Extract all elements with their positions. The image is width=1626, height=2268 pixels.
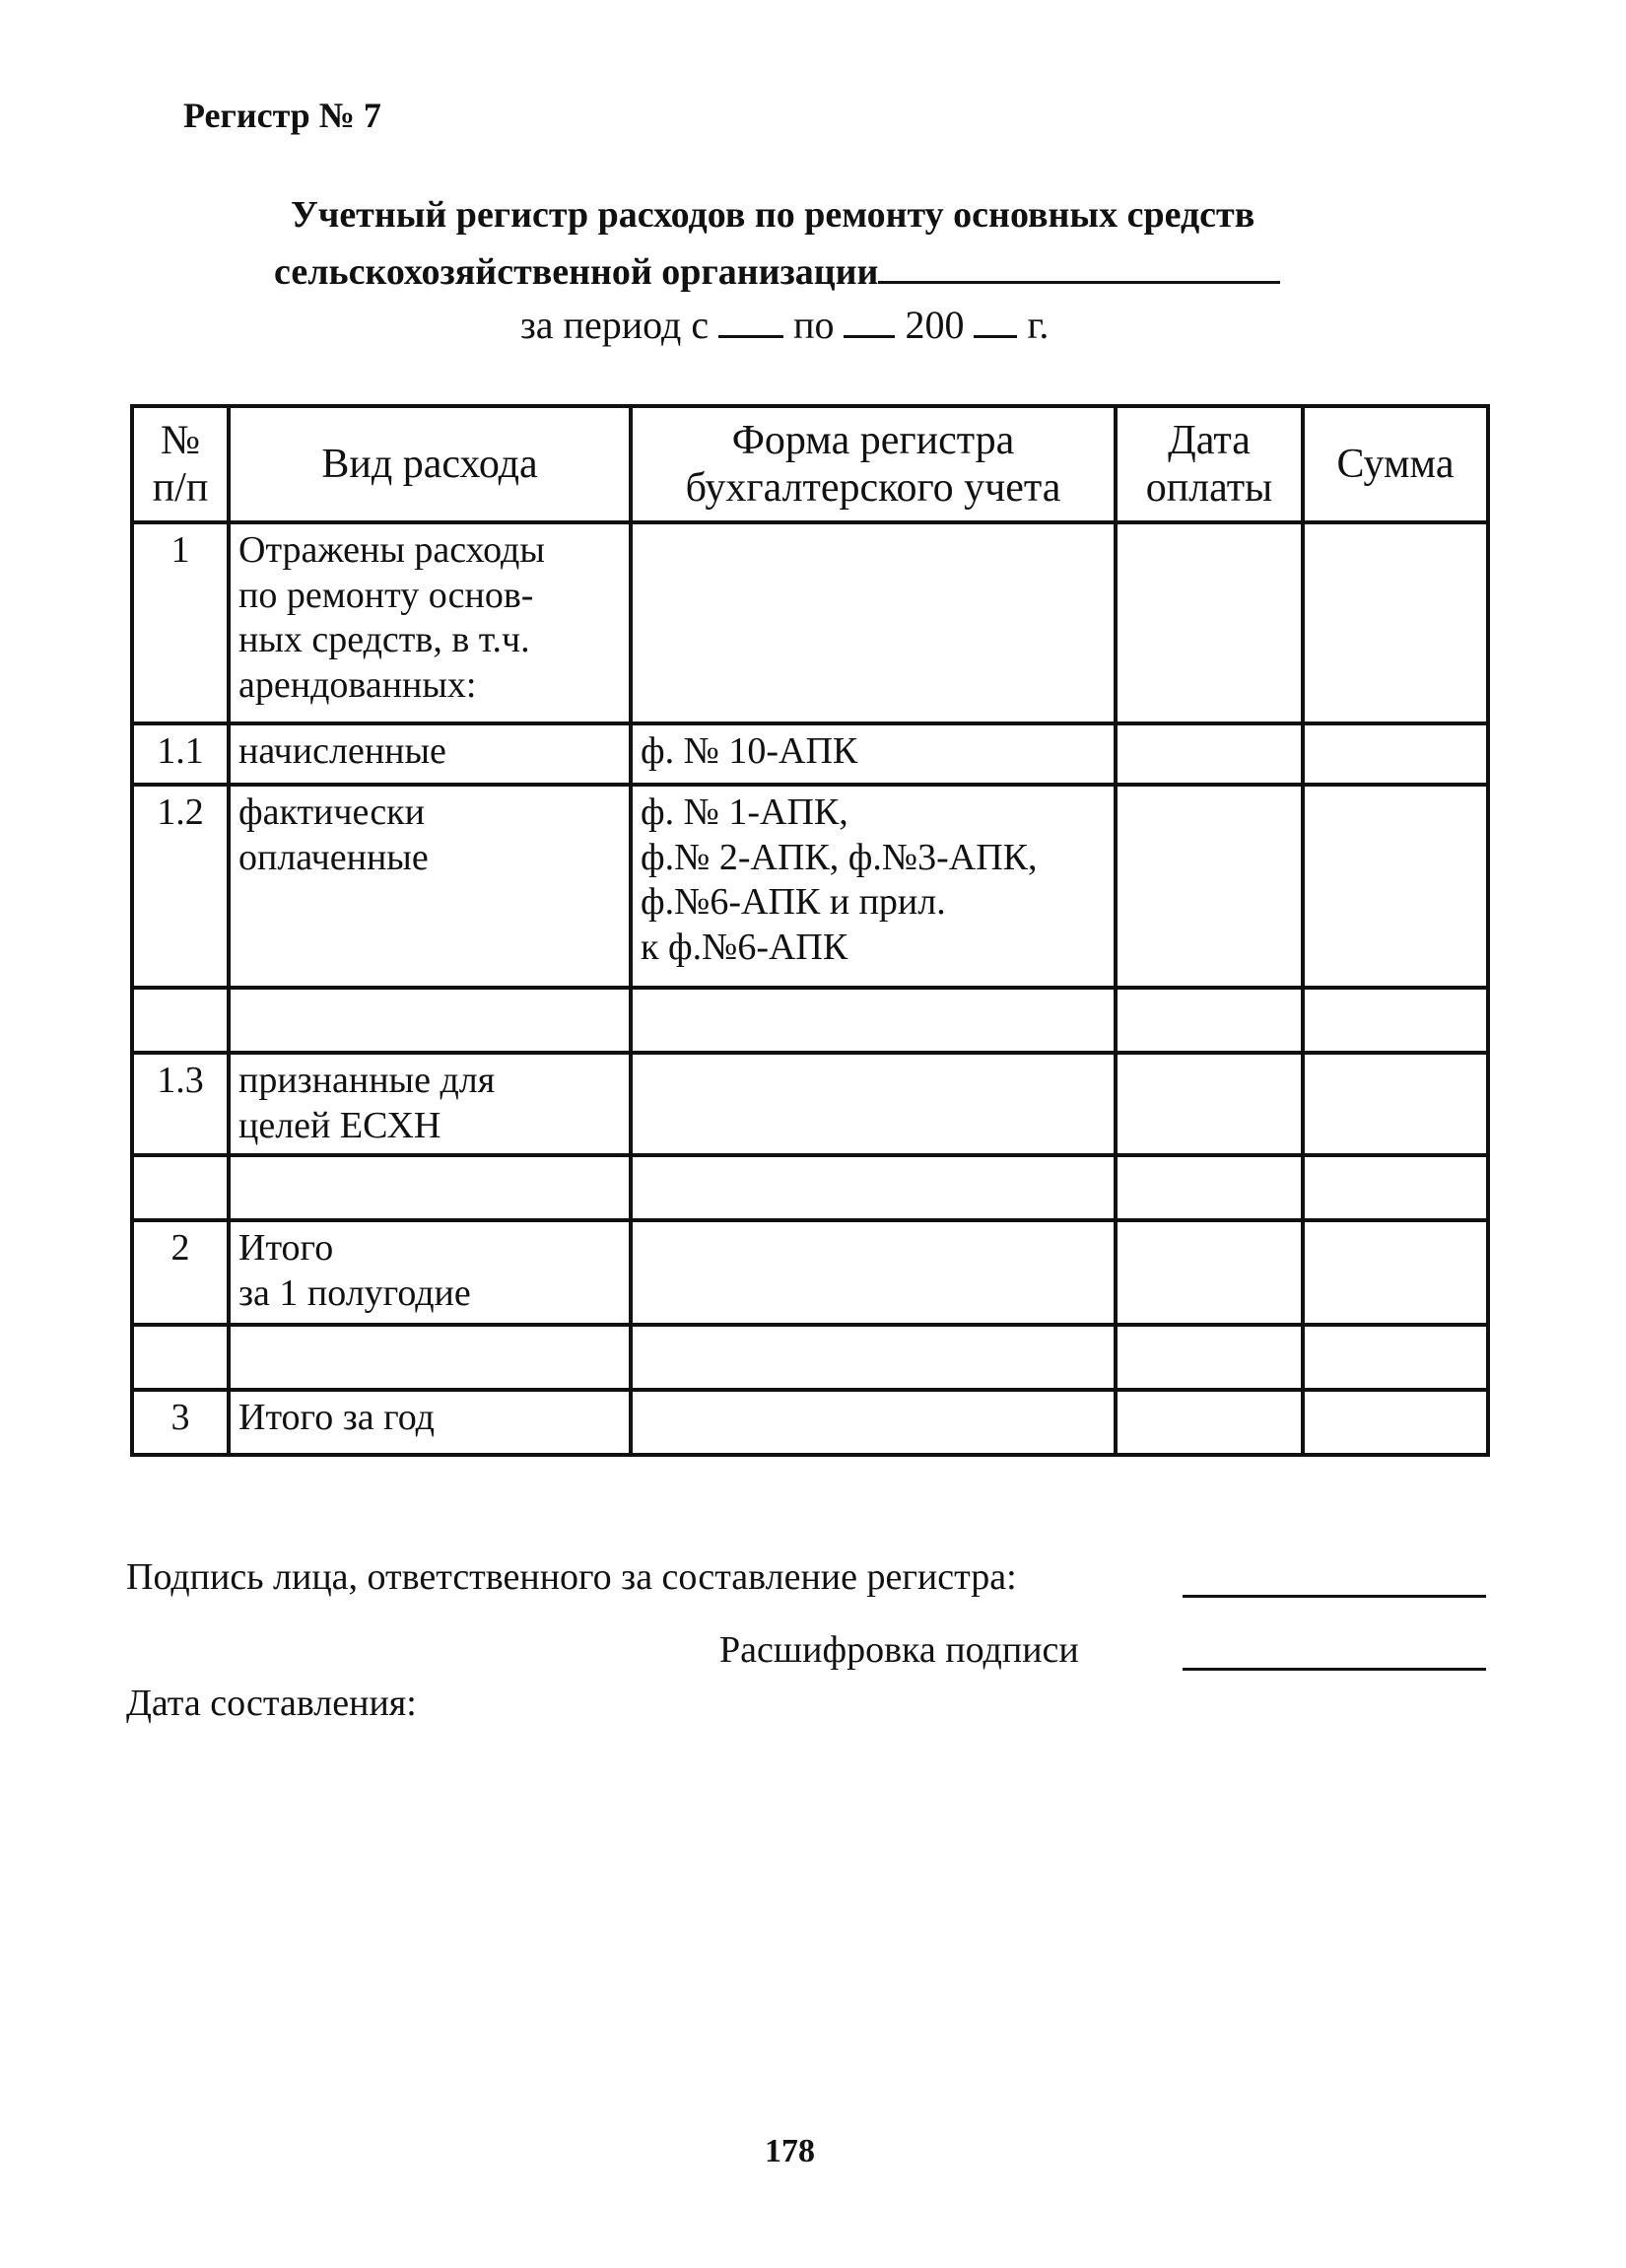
row-form[interactable] xyxy=(631,1155,1116,1220)
row-kind[interactable] xyxy=(229,1155,631,1220)
header-kind: Вид расхода xyxy=(229,406,631,522)
row-sum[interactable] xyxy=(1303,1325,1488,1390)
header-form-line: бухгалтерского учета xyxy=(685,465,1061,511)
row-kind xyxy=(229,1053,631,1155)
row-num: 1 xyxy=(132,522,229,723)
row-kind[interactable] xyxy=(229,1325,631,1390)
row-kind xyxy=(229,522,631,723)
period-line xyxy=(520,302,1049,348)
row-num xyxy=(132,1155,229,1220)
header-num-line: п/п xyxy=(152,465,209,511)
row-kind-line: признанные для xyxy=(238,1060,496,1101)
period-to-blank xyxy=(844,331,895,338)
row-sum[interactable] xyxy=(1303,988,1488,1053)
period-from-blank xyxy=(718,331,783,338)
row-num: 1.1 xyxy=(132,723,229,785)
row-num: 3 xyxy=(132,1390,229,1455)
table-row xyxy=(132,1390,1488,1455)
row-date[interactable] xyxy=(1116,1053,1303,1155)
row-date[interactable] xyxy=(1116,1220,1303,1325)
row-kind xyxy=(229,1220,631,1325)
row-date[interactable] xyxy=(1116,988,1303,1053)
row-date[interactable] xyxy=(1116,785,1303,988)
table-row xyxy=(132,723,1488,785)
signature-label: Подпись лица, ответственного за составление регистра: xyxy=(126,1556,1017,1598)
header-num-line: № xyxy=(160,417,201,463)
register-label: Регистр № 7 xyxy=(183,96,381,135)
row-kind-line: арендованных: xyxy=(238,663,477,706)
table-row xyxy=(132,522,1488,723)
header-date-line: Дата xyxy=(1168,417,1251,463)
row-sum[interactable] xyxy=(1303,723,1488,785)
register-title-organization xyxy=(274,250,1280,294)
signature-blank[interactable] xyxy=(1183,1595,1486,1598)
table-header-row xyxy=(132,406,1488,522)
row-kind-line: начисленные xyxy=(238,730,446,772)
table-row xyxy=(132,1325,1488,1390)
header-date-line: оплаты xyxy=(1145,465,1273,511)
row-date[interactable] xyxy=(1116,1155,1303,1220)
row-kind-line: по ремонту основ- xyxy=(238,574,534,616)
header-num xyxy=(132,406,229,522)
row-form-line: к ф.№6-АПК xyxy=(641,926,848,968)
register-table xyxy=(130,404,1490,1457)
row-kind-line: ных средств, в т.ч. xyxy=(238,619,530,661)
row-kind-line: Итого xyxy=(238,1227,334,1269)
period-po: по xyxy=(793,303,835,347)
header-form xyxy=(631,406,1116,522)
row-form[interactable] xyxy=(631,988,1116,1053)
period-year: 200 xyxy=(905,303,965,347)
row-sum[interactable] xyxy=(1303,1155,1488,1220)
register-title: Учетный регистр расходов по ремонту основных средств xyxy=(291,194,1255,236)
row-date[interactable] xyxy=(1116,1390,1303,1455)
row-sum[interactable] xyxy=(1303,1053,1488,1155)
row-kind-line: целей ЕСХН xyxy=(238,1104,441,1146)
row-num: 2 xyxy=(132,1220,229,1325)
row-date[interactable] xyxy=(1116,723,1303,785)
table-row xyxy=(132,785,1488,988)
row-date[interactable] xyxy=(1116,522,1303,723)
row-form[interactable] xyxy=(631,1053,1116,1155)
table-row xyxy=(132,988,1488,1053)
table-row xyxy=(132,1053,1488,1155)
row-sum[interactable] xyxy=(1303,785,1488,988)
row-sum[interactable] xyxy=(1303,1220,1488,1325)
row-num: 1.3 xyxy=(132,1053,229,1155)
header-sum: Сумма xyxy=(1303,406,1488,522)
row-sum[interactable] xyxy=(1303,522,1488,723)
row-kind-line: Отражены расходы xyxy=(238,529,545,571)
organization-blank xyxy=(878,277,1280,284)
header-date xyxy=(1116,406,1303,522)
period-year-blank xyxy=(974,331,1017,338)
table-row xyxy=(132,1220,1488,1325)
period-suffix: г. xyxy=(1027,303,1050,347)
period-prefix: за период с xyxy=(520,303,710,347)
row-form-line: ф. № 1-АПК, xyxy=(641,791,848,833)
organization-label: сельскохозяйственной организации xyxy=(274,251,879,293)
table-row xyxy=(132,1155,1488,1220)
row-kind xyxy=(229,1390,631,1455)
signature-decode-blank[interactable] xyxy=(1183,1668,1486,1671)
row-form xyxy=(631,723,1116,785)
row-kind-line: за 1 полугодие xyxy=(238,1271,471,1314)
date-label: Дата составления: xyxy=(126,1683,417,1724)
signature-decode-label: Расшифровка подписи xyxy=(719,1629,1079,1671)
row-kind-line: оплаченные xyxy=(238,836,429,878)
row-num xyxy=(132,988,229,1053)
row-form-line: ф. № 10-АПК xyxy=(641,730,858,772)
row-kind-line: фактически xyxy=(238,791,425,833)
row-num: 1.2 xyxy=(132,785,229,988)
row-kind[interactable] xyxy=(229,988,631,1053)
row-form-line: ф.№6-АПК и прил. xyxy=(641,881,946,924)
page-number: 178 xyxy=(765,2133,815,2169)
row-kind xyxy=(229,785,631,988)
row-form[interactable] xyxy=(631,1390,1116,1455)
row-kind-line: Итого за год xyxy=(238,1397,435,1438)
row-form xyxy=(631,785,1116,988)
header-form-line: Форма регистра xyxy=(731,417,1015,463)
row-num xyxy=(132,1325,229,1390)
row-date[interactable] xyxy=(1116,1325,1303,1390)
row-form-line: ф.№ 2-АПК, ф.№3-АПК, xyxy=(641,836,1038,878)
row-sum[interactable] xyxy=(1303,1390,1488,1455)
row-form[interactable] xyxy=(631,522,1116,723)
row-form[interactable] xyxy=(631,1220,1116,1325)
row-form[interactable] xyxy=(631,1325,1116,1390)
row-kind xyxy=(229,723,631,785)
